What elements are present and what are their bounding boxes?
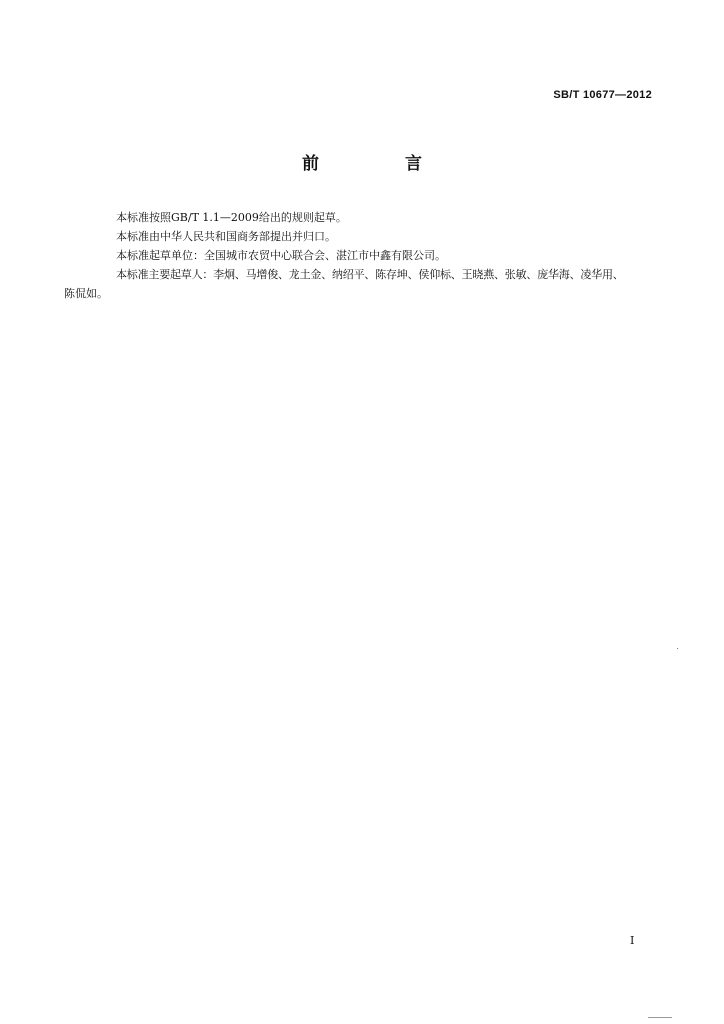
foreword-body [64, 208, 660, 303]
page-number: I [630, 934, 635, 947]
drafters-line-2: 陈侃如。 [64, 287, 108, 300]
page-title: 前 言 [302, 154, 462, 174]
standard-code: SB/T 10677—2012 [553, 89, 652, 101]
paragraph-drafters [64, 265, 660, 303]
paragraph-drafting-units: 本标准起草单位：全国城市农贸中心联合会、湛江市中鑫有限公司。 [116, 249, 446, 262]
drafters-line-1: 本标准主要起草人：李炯、马增俊、龙土金、纳绍平、陈存坤、侯仰标、王晓燕、张敏、庞华海、凌华用、 [116, 268, 624, 281]
scan-speck [677, 648, 678, 649]
paragraph-proposer: 本标准由中华人民共和国商务部提出并归口。 [116, 230, 336, 243]
scan-footer-mark [648, 1017, 672, 1018]
paragraph-drafting-rules: 本标准按照GB/T 1.1—2009给出的规则起草。 [116, 211, 347, 224]
